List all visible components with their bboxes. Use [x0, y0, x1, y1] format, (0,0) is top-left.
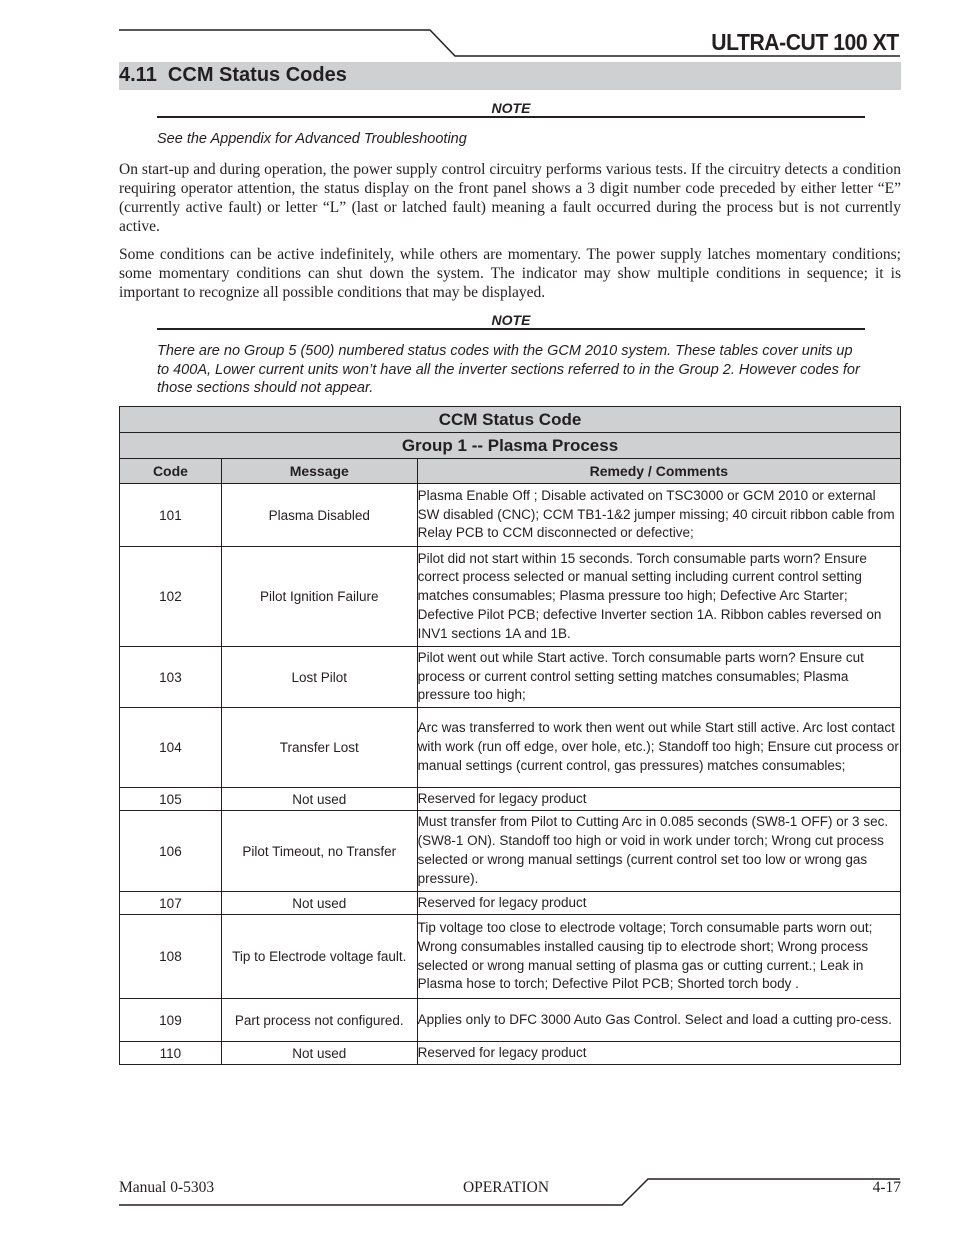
remedy-cell: Reserved for legacy product [417, 1042, 900, 1065]
table-row [120, 999, 901, 1042]
message-cell: Not used [221, 788, 417, 811]
table-row [120, 811, 901, 892]
note-text: See the Appendix for Advanced Troubleshooting [157, 131, 467, 147]
remedy-cell: Tip voltage too close to electrode voltage; Torch consumable parts worn out; Wrong consumables installed causing tip to electrode short; Wrong process selected or wrong manual setting of plasma gas or cutting current.; Leak in Plasma hose to torch; Defective Pilot PCB; Shorted torch body . [417, 915, 900, 999]
remedy-cell: Pilot went out while Start active. Torch consumable parts worn? Ensure cut process or current control setting setting matches consumables; Plasma pressure too high; [417, 647, 900, 708]
message-cell: Pilot Timeout, no Transfer [221, 811, 417, 892]
table-row [120, 1042, 901, 1065]
code-cell: 110 [120, 1042, 222, 1065]
code-cell: 106 [120, 811, 222, 892]
code-cell: 104 [120, 708, 222, 788]
product-title: ULTRA-CUT 100 XT [711, 29, 899, 55]
remedy-cell: Must transfer from Pilot to Cutting Arc in 0.085 seconds (SW8-1 OFF) or 3 sec. (SW8-1 ON). Standoff too high or void in work under torch; Wrong cut process selected or wrong manual settings (current control set too low or wrong gas pressure). [417, 811, 900, 892]
message-cell: Lost Pilot [221, 647, 417, 708]
table-row [120, 484, 901, 547]
note-label: NOTE [491, 100, 531, 116]
message-cell: Pilot Ignition Failure [221, 547, 417, 647]
table-row [120, 892, 901, 915]
table-row [120, 915, 901, 999]
remedy-cell: Reserved for legacy product [417, 892, 900, 915]
table-row [120, 647, 901, 708]
remedy-cell: Reserved for legacy product [417, 788, 900, 811]
remedy-cell: Applies only to DFC 3000 Auto Gas Control. Select and load a cutting pro-cess. [417, 999, 900, 1042]
code-cell: 102 [120, 547, 222, 647]
table-group-title: Group 1 -- Plasma Process [120, 433, 901, 459]
message-cell: Part process not configured. [221, 999, 417, 1042]
message-cell: Transfer Lost [221, 708, 417, 788]
note-rule [157, 116, 865, 118]
status-code-table [119, 406, 901, 1065]
code-cell: 105 [120, 788, 222, 811]
table-row [120, 547, 901, 647]
code-cell: 108 [120, 915, 222, 999]
page-number: 4-17 [872, 1179, 901, 1196]
table-row [120, 788, 901, 811]
message-cell: Tip to Electrode voltage fault. [221, 915, 417, 999]
code-cell: 101 [120, 484, 222, 547]
conditions-paragraph: Some conditions can be active indefinitely, while others are momentary. The power supply latches momentary conditions; some momentary conditions can shut down the system. The indicator may show multiple conditions in sequence; it is important to recognize all possible conditions that may be displayed. [119, 246, 901, 301]
section-title: 4.11 CCM Status Codes [119, 64, 347, 86]
code-cell: 103 [120, 647, 222, 708]
message-cell: Not used [221, 1042, 417, 1065]
remedy-cell: Arc was transferred to work then went out while Start still active. Arc lost contact with work (run off edge, over hole, etc.); Standoff too high; Ensure cut process or manual settings (current control, gas pressures) matches consumables; [417, 708, 900, 788]
code-cell: 107 [120, 892, 222, 915]
column-header-remedy: Remedy / Comments [417, 459, 900, 484]
note-rule [157, 328, 865, 330]
code-cell: 109 [120, 999, 222, 1042]
note-text: There are no Group 5 (500) numbered status codes with the GCM 2010 system. These tables cover units up to 400A, Lower current units won’t have all the inverter sections referred to in the Group 2. However codes for those sections should not appear. [157, 343, 860, 396]
column-header-code: Code [120, 459, 222, 484]
footer-section: OPERATION [462, 1179, 550, 1196]
table-title: CCM Status Code [120, 407, 901, 433]
table-row [120, 708, 901, 788]
column-header-message: Message [221, 459, 417, 484]
remedy-cell: Pilot did not start within 15 seconds. Torch consumable parts worn? Ensure correct process selected or manual setting including current control setting matches consumables; Plasma pressure too high; Defective Arc Starter; Defective Pilot PCB; defective Inverter section 1A. Ribbon cables reversed on INV1 sections 1A and 1B. [417, 547, 900, 647]
note-label: NOTE [491, 312, 531, 328]
remedy-cell: Plasma Enable Off ; Disable activated on TSC3000 or GCM 2010 or external SW disabled (CNC); CCM TB1-1&2 jumper missing; 40 circuit ribbon cable from Relay PCB to CCM disconnected or defective; [417, 484, 900, 547]
intro-paragraph: On start-up and during operation, the power supply control circuitry performs various tests. If the circuitry detects a condition requiring operator attention, the status display on the front panel shows a 3 digit number code preceded by either letter “E” (currently active fault) or letter “L” (last or latched fault) meaning a fault occurred during the process but is not currently active. [119, 161, 901, 235]
message-cell: Not used [221, 892, 417, 915]
message-cell: Plasma Disabled [221, 484, 417, 547]
manual-number: Manual 0-5303 [119, 1179, 215, 1196]
